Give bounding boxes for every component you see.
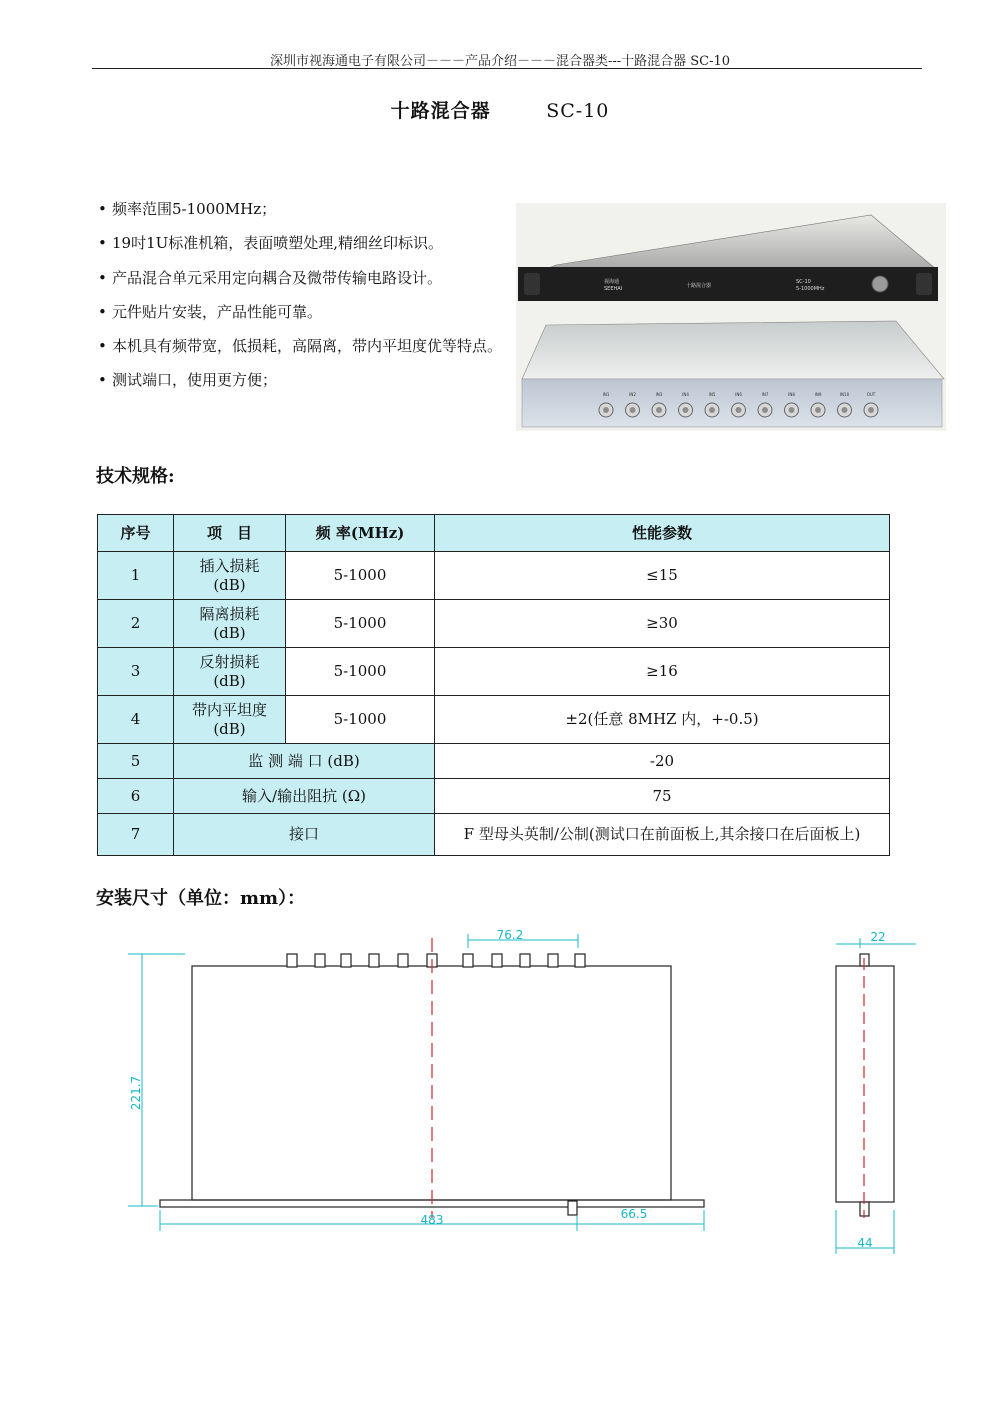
spec-section-title: 技术规格: — [96, 466, 175, 487]
cell-item-label: 隔离损耗 — [199, 604, 260, 623]
dim-width-label: 483 — [420, 1213, 444, 1227]
rear-port-core — [842, 407, 848, 413]
cell-item — [174, 648, 286, 696]
top-connector — [520, 954, 530, 967]
cell-item: 接口 — [174, 814, 435, 856]
table-row — [98, 648, 890, 696]
rear-port-label: IN1 — [602, 392, 610, 397]
table-row — [98, 814, 890, 856]
rear-port-label: IN5 — [708, 392, 716, 397]
product-photo — [516, 203, 946, 431]
rear-port-label: OUT — [866, 392, 876, 397]
dim-depth-label: 22 — [870, 930, 886, 944]
document-title — [0, 96, 1000, 123]
cell-item — [174, 600, 286, 648]
col-header-freq: 频 率(MHz) — [286, 515, 435, 552]
table-row — [98, 552, 890, 600]
cell-no: 7 — [98, 814, 174, 856]
rear-port-label: IN3 — [655, 392, 663, 397]
table-row — [98, 696, 890, 744]
rear-port-label: IN8 — [788, 392, 795, 397]
feature-item: • 测试端口，使用更方便； — [98, 363, 508, 397]
cell-no: 4 — [98, 696, 174, 744]
photo-brand-sub: SEEHAI — [604, 286, 623, 292]
rear-port-core — [683, 407, 689, 413]
bottom-connector — [568, 1201, 577, 1215]
cell-item-unit: (dB) — [213, 719, 246, 738]
col-header-item: 项 目 — [174, 515, 286, 552]
rear-port-label: IN9 — [814, 392, 822, 397]
rear-port-core — [603, 407, 609, 413]
product-photo-graphic — [516, 203, 946, 431]
top-connector — [341, 954, 351, 967]
install-section-title: 安装尺寸（单位：mm）： — [96, 888, 306, 909]
rear-port-label: IN10 — [839, 392, 850, 397]
rear-port-label: IN4 — [682, 392, 689, 397]
feature-item: • 频率范围5-1000MHz； — [98, 192, 508, 226]
cell-no: 6 — [98, 779, 174, 814]
top-connector — [575, 954, 585, 967]
cell-item — [174, 552, 286, 600]
top-connector — [463, 954, 473, 967]
feature-list — [98, 192, 508, 398]
cell-no: 2 — [98, 600, 174, 648]
side-view-body — [836, 966, 894, 1202]
cell-value: ≥16 — [435, 648, 890, 696]
rear-port-core — [868, 407, 874, 413]
dim-side-width-label: 44 — [857, 1236, 873, 1250]
product-name: 十路混合器 — [390, 100, 491, 122]
cell-freq: 5-1000 — [286, 696, 435, 744]
cell-value: ≥30 — [435, 600, 890, 648]
feature-item: • 产品混合单元采用定向耦合及微带传输电路设计。 — [98, 261, 508, 295]
photo-model-sub: 5-1000MHz — [796, 286, 825, 292]
cell-item: 输入/输出阻抗 (Ω) — [174, 779, 435, 814]
cell-value: F 型母头英制/公制(测试口在前面板上,其余接口在后面板上) — [435, 814, 890, 856]
dimension-lines — [128, 934, 916, 1254]
top-connector — [315, 954, 325, 967]
cell-item-unit: (dB) — [213, 671, 246, 690]
rear-port-core — [709, 407, 715, 413]
col-header-no: 序号 — [98, 515, 174, 552]
cell-item — [174, 696, 286, 744]
feature-item: • 本机具有频带宽，低损耗，高隔离，带内平坦度优等特点。 — [98, 329, 508, 363]
feature-item: • 19吋1U标准机箱，表面喷塑处理,精细丝印标识。 — [98, 226, 508, 260]
rear-port-core — [630, 407, 636, 413]
cell-value: ≤15 — [435, 552, 890, 600]
cell-item-label: 插入损耗 — [199, 556, 260, 575]
cell-no: 3 — [98, 648, 174, 696]
spec-table-header-row — [98, 515, 890, 552]
photo-panel-label: 十路混合器 — [686, 283, 712, 289]
top-connector — [548, 954, 558, 967]
product-model: SC-10 — [546, 100, 610, 122]
cell-item-label: 带内平坦度 — [191, 700, 267, 719]
rear-port-core — [789, 407, 795, 413]
header-rule — [92, 68, 922, 69]
dim-offset-label: 66.5 — [620, 1207, 648, 1221]
photo-brand: 视海通 — [604, 279, 620, 285]
col-header-value: 性能参数 — [435, 515, 890, 552]
feature-item: • 元件贴片安装，产品性能可靠。 — [98, 295, 508, 329]
page-header: 深圳市视海通电子有限公司－－－产品介绍－－－混合器类---十路混合器 SC-10 — [269, 54, 731, 69]
rear-port-core — [656, 407, 662, 413]
cell-value: -20 — [435, 744, 890, 779]
top-connector — [492, 954, 502, 967]
cell-no: 1 — [98, 552, 174, 600]
table-row — [98, 600, 890, 648]
rear-port-label: IN2 — [629, 392, 636, 397]
cell-item-label: 反射损耗 — [199, 652, 260, 671]
top-connectors — [287, 954, 585, 967]
cell-item-unit: (dB) — [213, 575, 246, 594]
rear-port-core — [762, 407, 768, 413]
cell-freq: 5-1000 — [286, 600, 435, 648]
cell-item-unit: (dB) — [213, 623, 246, 642]
rear-port-label: IN6 — [735, 392, 742, 397]
cell-value: ±2(任意 8MHZ 内，+-0.5) — [435, 696, 890, 744]
installation-drawing — [100, 918, 930, 1258]
top-connector — [369, 954, 379, 967]
dim-pitch-label: 76.2 — [496, 928, 524, 942]
rear-port-core — [815, 407, 821, 413]
dim-height-label: 221.7 — [129, 1075, 143, 1111]
cell-freq: 5-1000 — [286, 648, 435, 696]
top-connector — [398, 954, 408, 967]
rear-port-label: IN7 — [761, 392, 769, 397]
table-row — [98, 744, 890, 779]
photo-model-label: SC-10 — [796, 279, 811, 285]
cell-item: 监 测 端 口 (dB) — [174, 744, 435, 779]
cell-freq: 5-1000 — [286, 552, 435, 600]
spec-table — [97, 514, 890, 856]
rear-port-core — [736, 407, 742, 413]
table-row — [98, 779, 890, 814]
top-connector — [287, 954, 297, 967]
cell-value: 75 — [435, 779, 890, 814]
cell-no: 5 — [98, 744, 174, 779]
